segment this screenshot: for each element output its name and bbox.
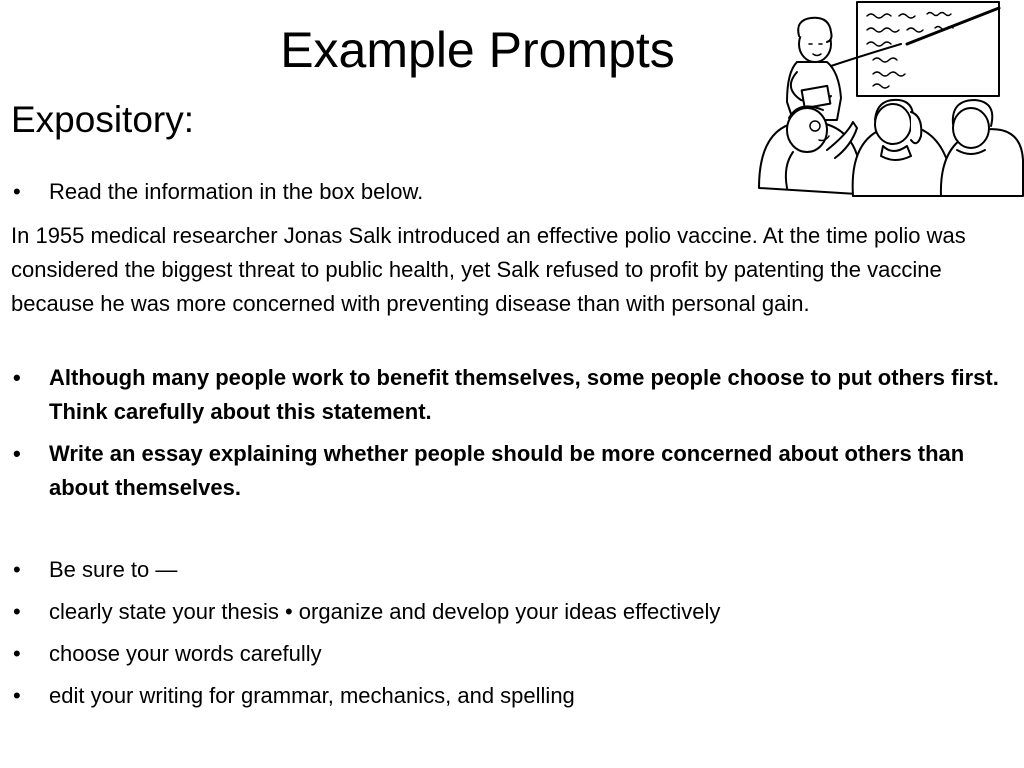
checklist-item <box>11 595 1021 629</box>
intro-bullet-text: Read the information in the box below. <box>49 179 424 204</box>
expository-heading: Expository: <box>11 99 195 140</box>
prompt-bullet <box>11 361 1021 429</box>
checklist-text: Be sure to — <box>49 557 178 582</box>
checklist-item <box>11 637 1021 671</box>
bullet-symbol: • <box>13 179 21 204</box>
prompt-bullet-text: Although many people work to benefit themselves, some people choose to put others first. Think carefully about this statement. <box>49 365 999 424</box>
bullet-symbol: • <box>13 599 21 624</box>
bullet-symbol: • <box>13 683 21 708</box>
checklist-text: choose your words carefully <box>49 641 322 666</box>
checklist-item <box>11 679 1021 713</box>
checklist-text: edit your writing for grammar, mechanics, and spelling <box>49 683 575 708</box>
checklist-text: clearly state your thesis • organize and develop your ideas effectively <box>49 599 721 624</box>
slide-body <box>11 175 1021 721</box>
bullet-symbol: • <box>13 641 21 666</box>
slide-title: Example Prompts <box>280 22 675 78</box>
prompt-bullet-text: Write an essay explaining whether people should be more concerned about others than about themselves. <box>49 441 965 500</box>
teacher-presenting-to-students-icon <box>757 0 1024 202</box>
intro-bullet <box>11 175 1021 209</box>
salk-paragraph: In 1955 medical researcher Jonas Salk introduced an effective polio vaccine. At the time polio was considered the biggest threat to public health, yet Salk refused to profit by patenting the vaccine because he was more concerned with preventing disease than with personal gain. <box>11 223 966 316</box>
bullet-symbol: • <box>13 365 21 390</box>
bullet-symbol: • <box>13 557 21 582</box>
bullet-symbol: • <box>13 441 21 466</box>
checklist-item <box>11 553 1021 587</box>
prompt-bullet <box>11 437 1021 505</box>
